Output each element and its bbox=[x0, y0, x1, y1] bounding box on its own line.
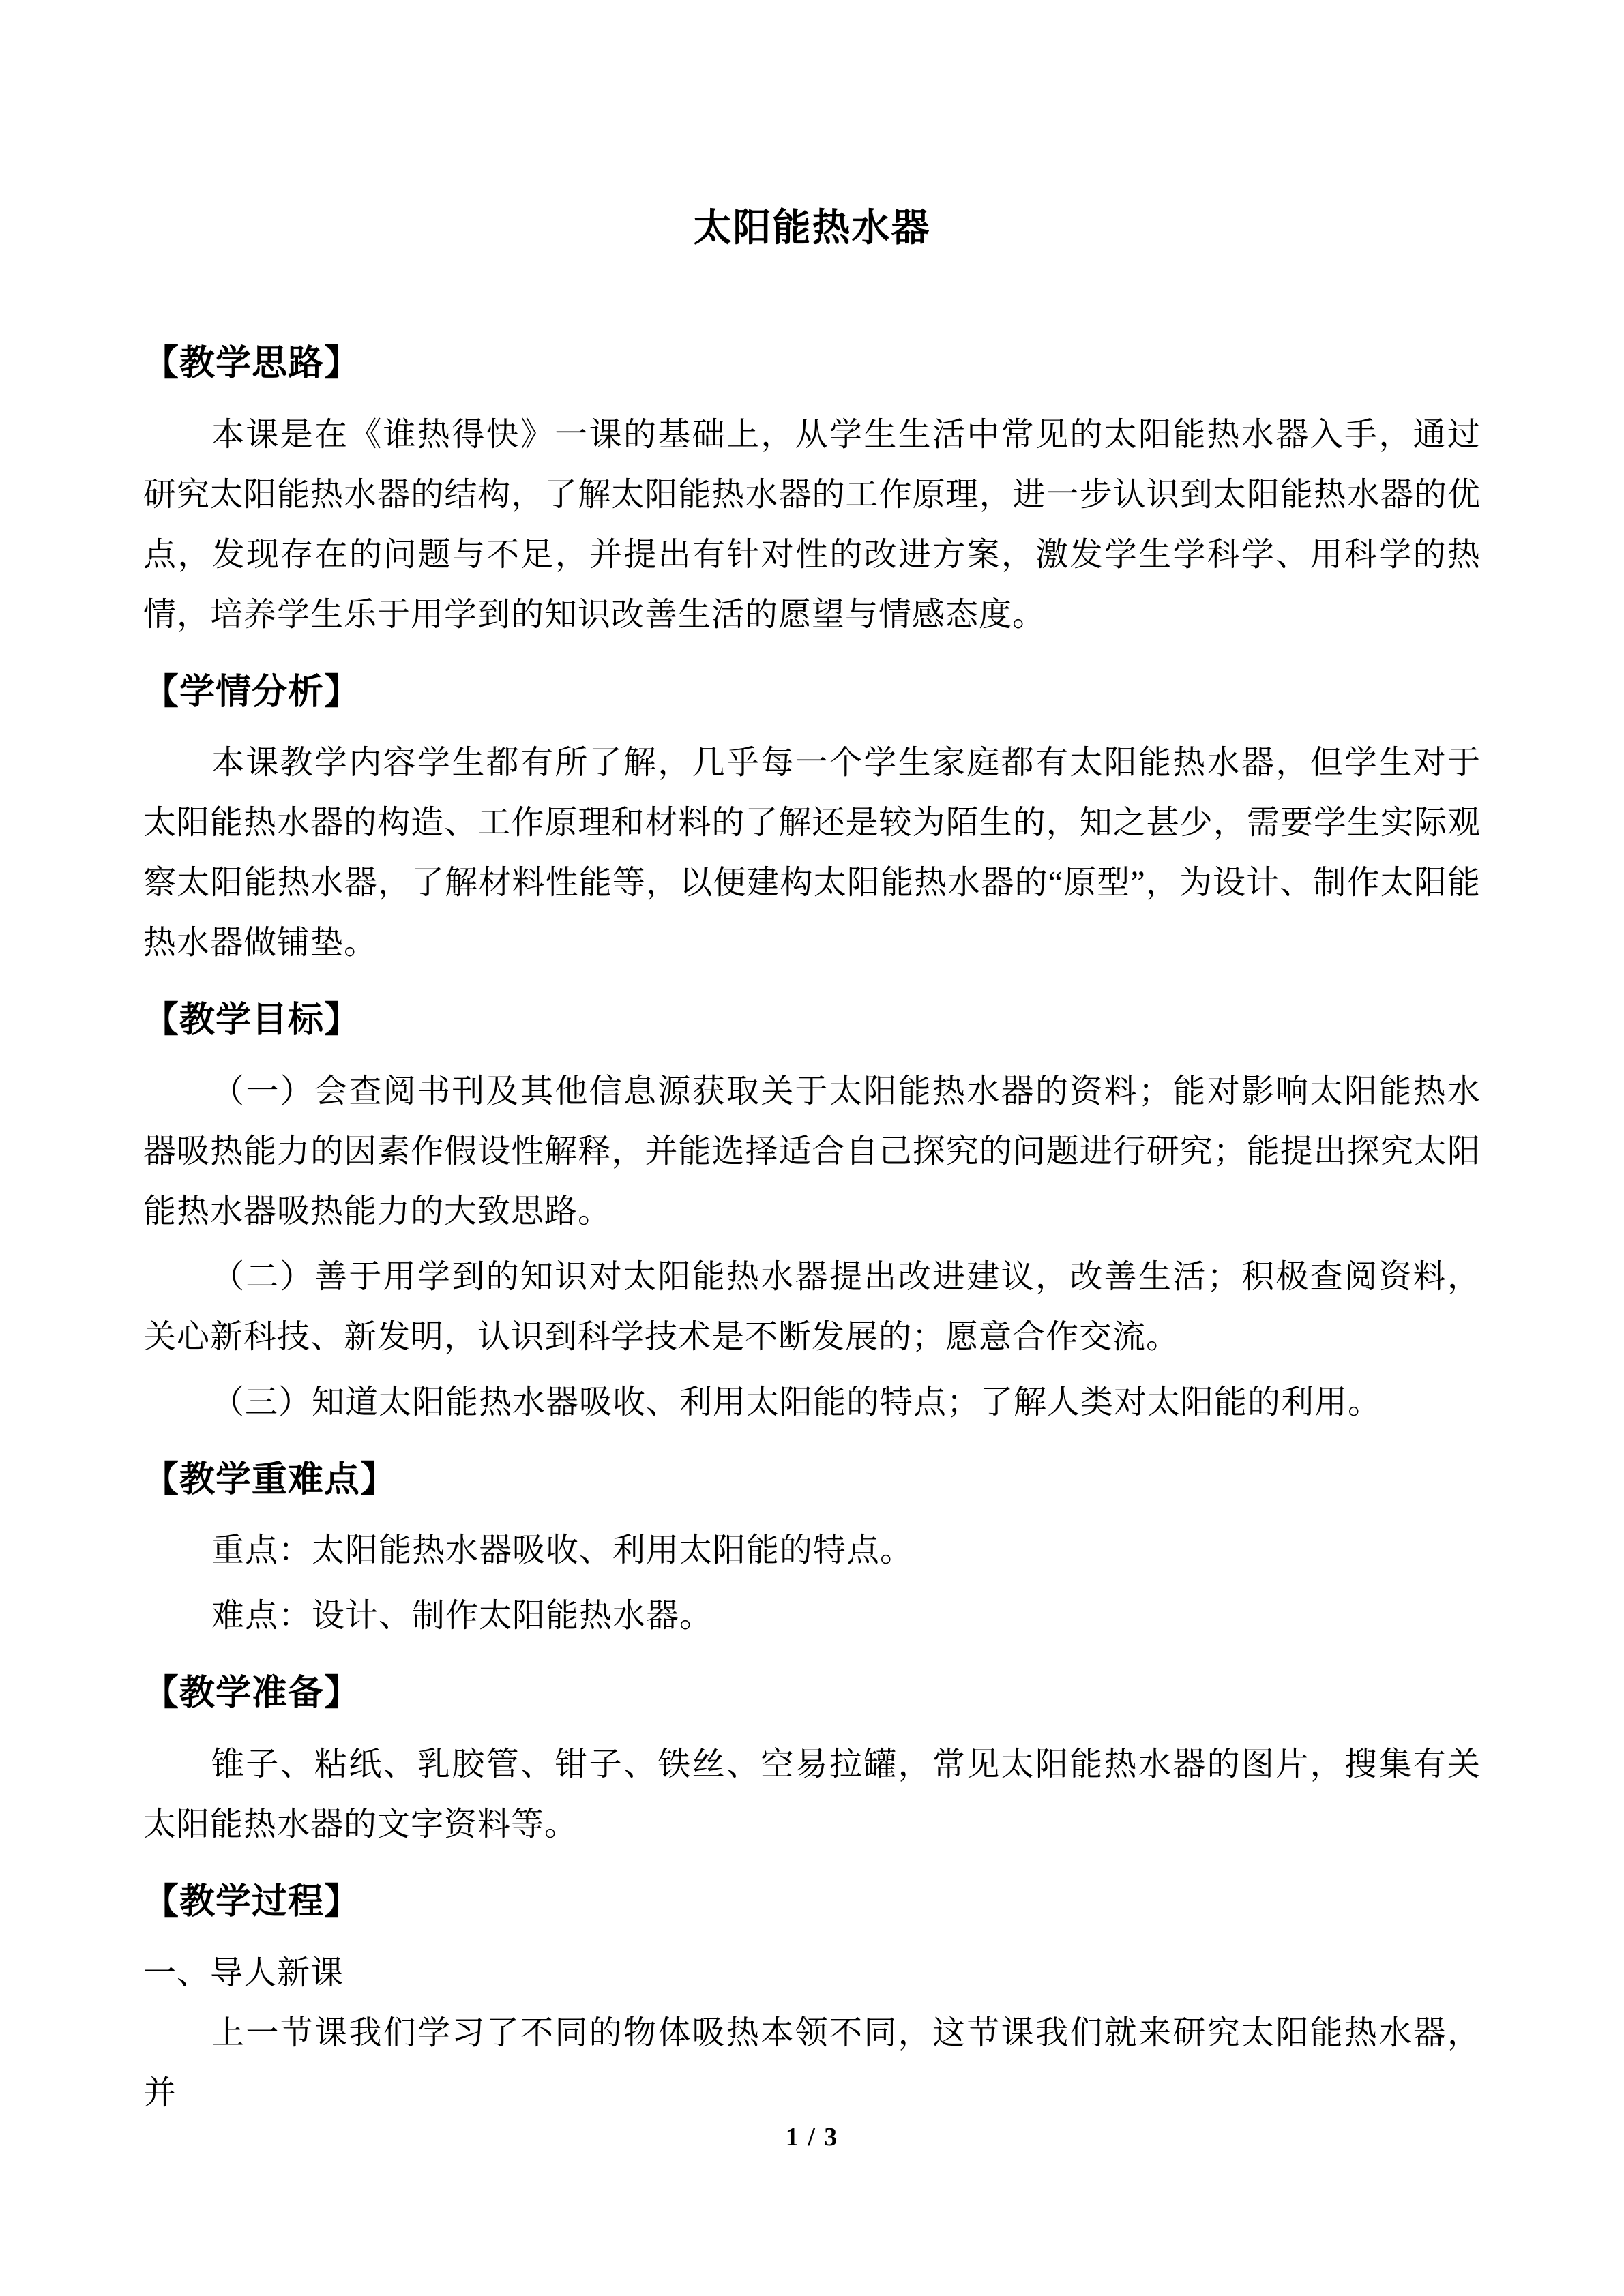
section-teaching-goals bbox=[143, 998, 1481, 1433]
section-teaching-preparation bbox=[143, 1671, 1481, 1855]
page-number-indicator: 1 / 3 bbox=[785, 2123, 839, 2151]
section-paragraph: 本课是在《谁热得快》一课的基础上，从学生生活中常见的太阳能热水器入手，通过研究太阳能热水器的结构，了解太阳能热水器的工作原理，进一步认识到太阳能热水器的优点，发现存在的问题与不足，并提出有针对性的改进方案，激发学生学科学、用科学的热情，培养学生乐于用学到的知识改善生活的愿望与情感态度。 bbox=[143, 416, 1481, 633]
section-paragraph: 重点：太阳能热水器吸收、利用太阳能的特点。 bbox=[211, 1532, 914, 1569]
section-heading: 【教学思路】 bbox=[143, 344, 361, 383]
section-paragraph: （一）会查阅书刊及其他信息源获取关于太阳能热水器的资料；能对影响太阳能热水器吸热能力的因素作假设性解释，并能选择适合自己探究的问题进行研究；能提出探究太阳能热水器吸热能力的大致思路。 bbox=[143, 1073, 1481, 1229]
section-heading: 【教学准备】 bbox=[143, 1674, 361, 1714]
section-learner-analysis bbox=[143, 670, 1481, 974]
section-heading: 【教学过程】 bbox=[143, 1882, 361, 1922]
section-paragraph: （三）知道太阳能热水器吸收、利用太阳能的特点；了解人类对太阳能的利用。 bbox=[211, 1384, 1382, 1420]
section-paragraph: 锥子、粘纸、乳胶管、钳子、铁丝、空易拉罐，常见太阳能热水器的图片，搜集有关太阳能热水器的文字资料等。 bbox=[143, 1746, 1481, 1843]
section-paragraph: （二）善于用学到的知识对太阳能热水器提出改进建议，改善生活；积极查阅资料，关心新科技、新发明，认识到科学技术是不断发展的；愿意合作交流。 bbox=[143, 1258, 1481, 1355]
section-teaching-process bbox=[143, 1879, 1481, 2123]
lesson-step-heading: 一、导人新课 bbox=[143, 1954, 344, 1991]
section-heading: 【学情分析】 bbox=[143, 672, 361, 712]
section-heading: 【教学重难点】 bbox=[143, 1460, 397, 1500]
section-heading: 【教学目标】 bbox=[143, 1001, 361, 1041]
section-teaching-approach bbox=[143, 341, 1481, 645]
section-paragraph: 难点：设计、制作太阳能热水器。 bbox=[211, 1598, 713, 1635]
section-key-difficult-points bbox=[143, 1457, 1481, 1647]
section-paragraph: 上一节课我们学习了不同的物体吸热本领不同，这节课我们就来研究太阳能热水器，并 bbox=[143, 2014, 1481, 2111]
page-title: 太阳能热水器 bbox=[693, 207, 931, 250]
section-paragraph: 本课教学内容学生都有所了解，几乎每一个学生家庭都有太阳能热水器，但学生对于太阳能热水器的构造、工作原理和材料的了解还是较为陌生的，知之甚少，需要学生实际观察太阳能热水器，了解材料性能等，以便建构太阳能热水器的“原型”，为设计、制作太阳能热水器做铺垫。 bbox=[143, 745, 1481, 961]
